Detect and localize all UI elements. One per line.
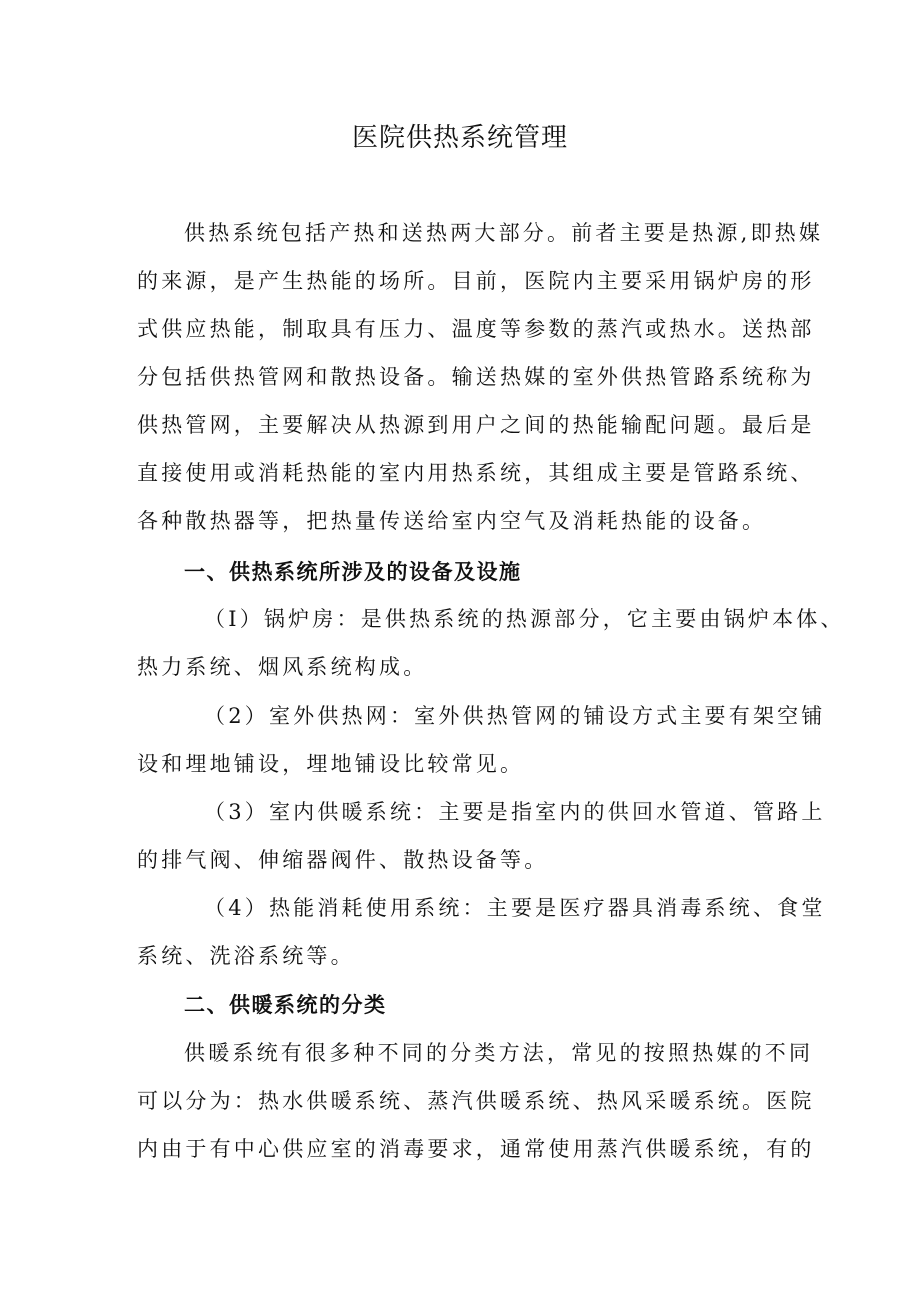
paragraph-line: 式供应热能，制取具有压力、温度等参数的蒸汽或热水。送热部 [137,317,815,341]
list-item-line: （3）室内供暖系统：主要是指室内的供回水管道、管路上 [204,800,826,824]
paragraph-line: 各种散热器等，把热量传送给室内空气及消耗热能的设备。 [137,509,767,533]
page-title: 医院供热系统管理 [351,123,568,153]
list-item-line: 的排气阀、伸缩器阀件、散热设备等。 [137,848,549,872]
section-heading: 二、供暖系统的分类 [184,992,387,1017]
list-item-line: 热力系统、烟风系统构成。 [137,655,428,679]
paragraph-line: 可以分为：热水供暖系统、蒸汽供暖系统、热风采暖系统。医院 [137,1089,815,1113]
list-item-line: （4）热能消耗使用系统：主要是医疗器具消毒系统、食堂 [204,896,826,920]
paragraph-line: 供暖系统有很多种不同的分类方法，常见的按照热媒的不同 [184,1041,814,1065]
paragraph-line: 供热管网，主要解决从热源到用户之间的热能输配问题。最后是 [137,413,815,437]
list-item-line: （2）室外供热网：室外供热管网的铺设方式主要有架空铺 [204,704,826,728]
paragraph-line: 分包括供热管网和散热设备。输送热媒的室外供热管路系统称为 [137,365,815,389]
list-item-line: 设和埋地铺设，埋地铺设比较常见。 [137,752,525,776]
section-heading: 一、供热系统所涉及的设备及设施 [184,559,522,584]
paragraph-line: 的来源，是产生热能的场所。目前，医院内主要采用锅炉房的形 [137,269,815,293]
list-item-line: （I）锅炉房：是供热系统的热源部分，它主要由锅炉本体、 [204,607,845,631]
paragraph-line: 供热系统包括产热和送热两大部分。前者主要是热源,即热媒 [184,221,824,245]
paragraph-line: 直接使用或消耗热能的室内用热系统，其组成主要是管路系统、 [137,461,815,485]
paragraph-line: 内由于有中心供应室的消毒要求，通常使用蒸汽供暖系统，有的 [137,1137,815,1161]
list-item-line: 系统、洗浴系统等。 [137,944,355,968]
